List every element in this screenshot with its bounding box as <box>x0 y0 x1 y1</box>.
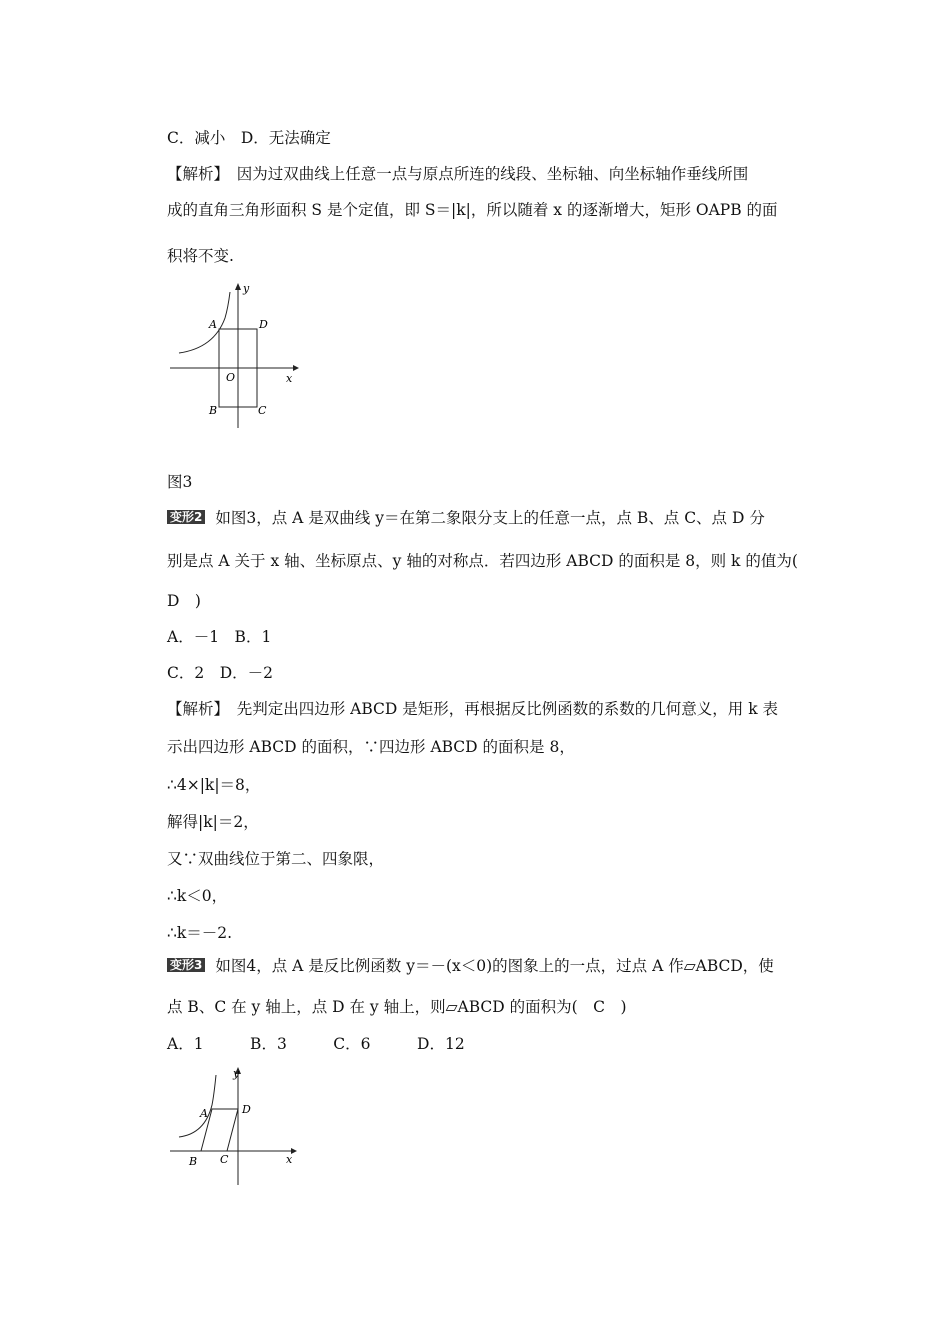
variant-2-line-1 <box>167 507 765 529</box>
variant-2-analysis-4: 解得|k|＝2， <box>167 813 259 831</box>
figure-4 <box>165 1065 305 1190</box>
variant-2-analysis-3: ∴4×|k|＝8， <box>167 776 261 794</box>
variant-2-line-2: 别是点 A 关于 x 轴、坐标原点、y 轴的对称点．若四边形 ABCD 的面积是 8，则 k 的值为( <box>167 552 798 570</box>
variant-3-options: A．1 B．3 C．6 D．12 <box>167 1035 465 1053</box>
hyperbola-curve <box>179 1075 216 1137</box>
label-a: A <box>200 1107 208 1120</box>
label-b: B <box>209 404 218 417</box>
variant-2-tag: 变形2 <box>167 510 205 524</box>
variant-2-options-2: C．2 D．－2 <box>167 664 274 682</box>
variant-3-line-1 <box>167 955 774 977</box>
figure-3 <box>165 280 305 430</box>
option-line-c-d: C．减小 D．无法确定 <box>167 129 331 147</box>
variant-3-tag: 变形3 <box>167 958 205 972</box>
analysis-line-2: 成的直角三角形面积 S 是个定值，即 S＝|k|，所以随着 x 的逐渐增大，矩形 OAPB 的面 <box>167 201 778 219</box>
variant-3-line-2: 点 B、C 在 y 轴上，点 D 在 y 轴上，则▱ABCD 的面积为( C ) <box>167 998 627 1016</box>
variant-2-analysis-2: 示出四边形 ABCD 的面积，∵四边形 ABCD 的面积是 8， <box>167 738 575 756</box>
variant-2-line-3: D ) <box>167 592 201 610</box>
variant-3-text-1: 如图4，点 A 是反比例函数 y＝－(x＜0)的图象上的一点，过点 A 作▱ABCD，使 <box>215 957 774 975</box>
label-a: A <box>209 318 217 331</box>
label-y: y <box>243 282 250 295</box>
hyperbola-curve <box>179 292 230 353</box>
variant-2-analysis-1: 【解析】 先判定出四边形 ABCD 是矩形，再根据反比例函数的系数的几何意义，用 k 表 <box>167 700 779 718</box>
x-axis-arrow-icon <box>293 365 299 371</box>
y-axis-arrow-icon <box>235 283 241 290</box>
variant-2-options-1: A．－1 B．1 <box>167 628 272 646</box>
figure-3-caption: 图3 <box>167 473 193 491</box>
label-b: B <box>189 1155 198 1168</box>
label-c: C <box>258 404 267 417</box>
analysis-line-3: 积将不变. <box>167 247 234 265</box>
label-x: x <box>286 1153 293 1166</box>
variant-2-analysis-7: ∴k＝－2. <box>167 924 233 942</box>
variant-2-text-1: 如图3，点 A 是双曲线 y＝在第二象限分支上的任意一点，点 B、点 C、点 D 分 <box>215 509 765 527</box>
analysis-line-1: 【解析】 因为过双曲线上任意一点与原点所连的线段、坐标轴、向坐标轴作垂线所围 <box>167 165 749 183</box>
label-x: x <box>286 372 293 385</box>
label-d: D <box>259 318 268 331</box>
label-y: y <box>233 1067 240 1080</box>
variant-2-analysis-6: ∴k＜0， <box>167 887 228 905</box>
label-c: C <box>220 1153 229 1166</box>
variant-2-analysis-5: 又∵双曲线位于第二、四象限， <box>167 850 385 868</box>
label-o: O <box>226 371 236 384</box>
label-d: D <box>242 1103 251 1116</box>
